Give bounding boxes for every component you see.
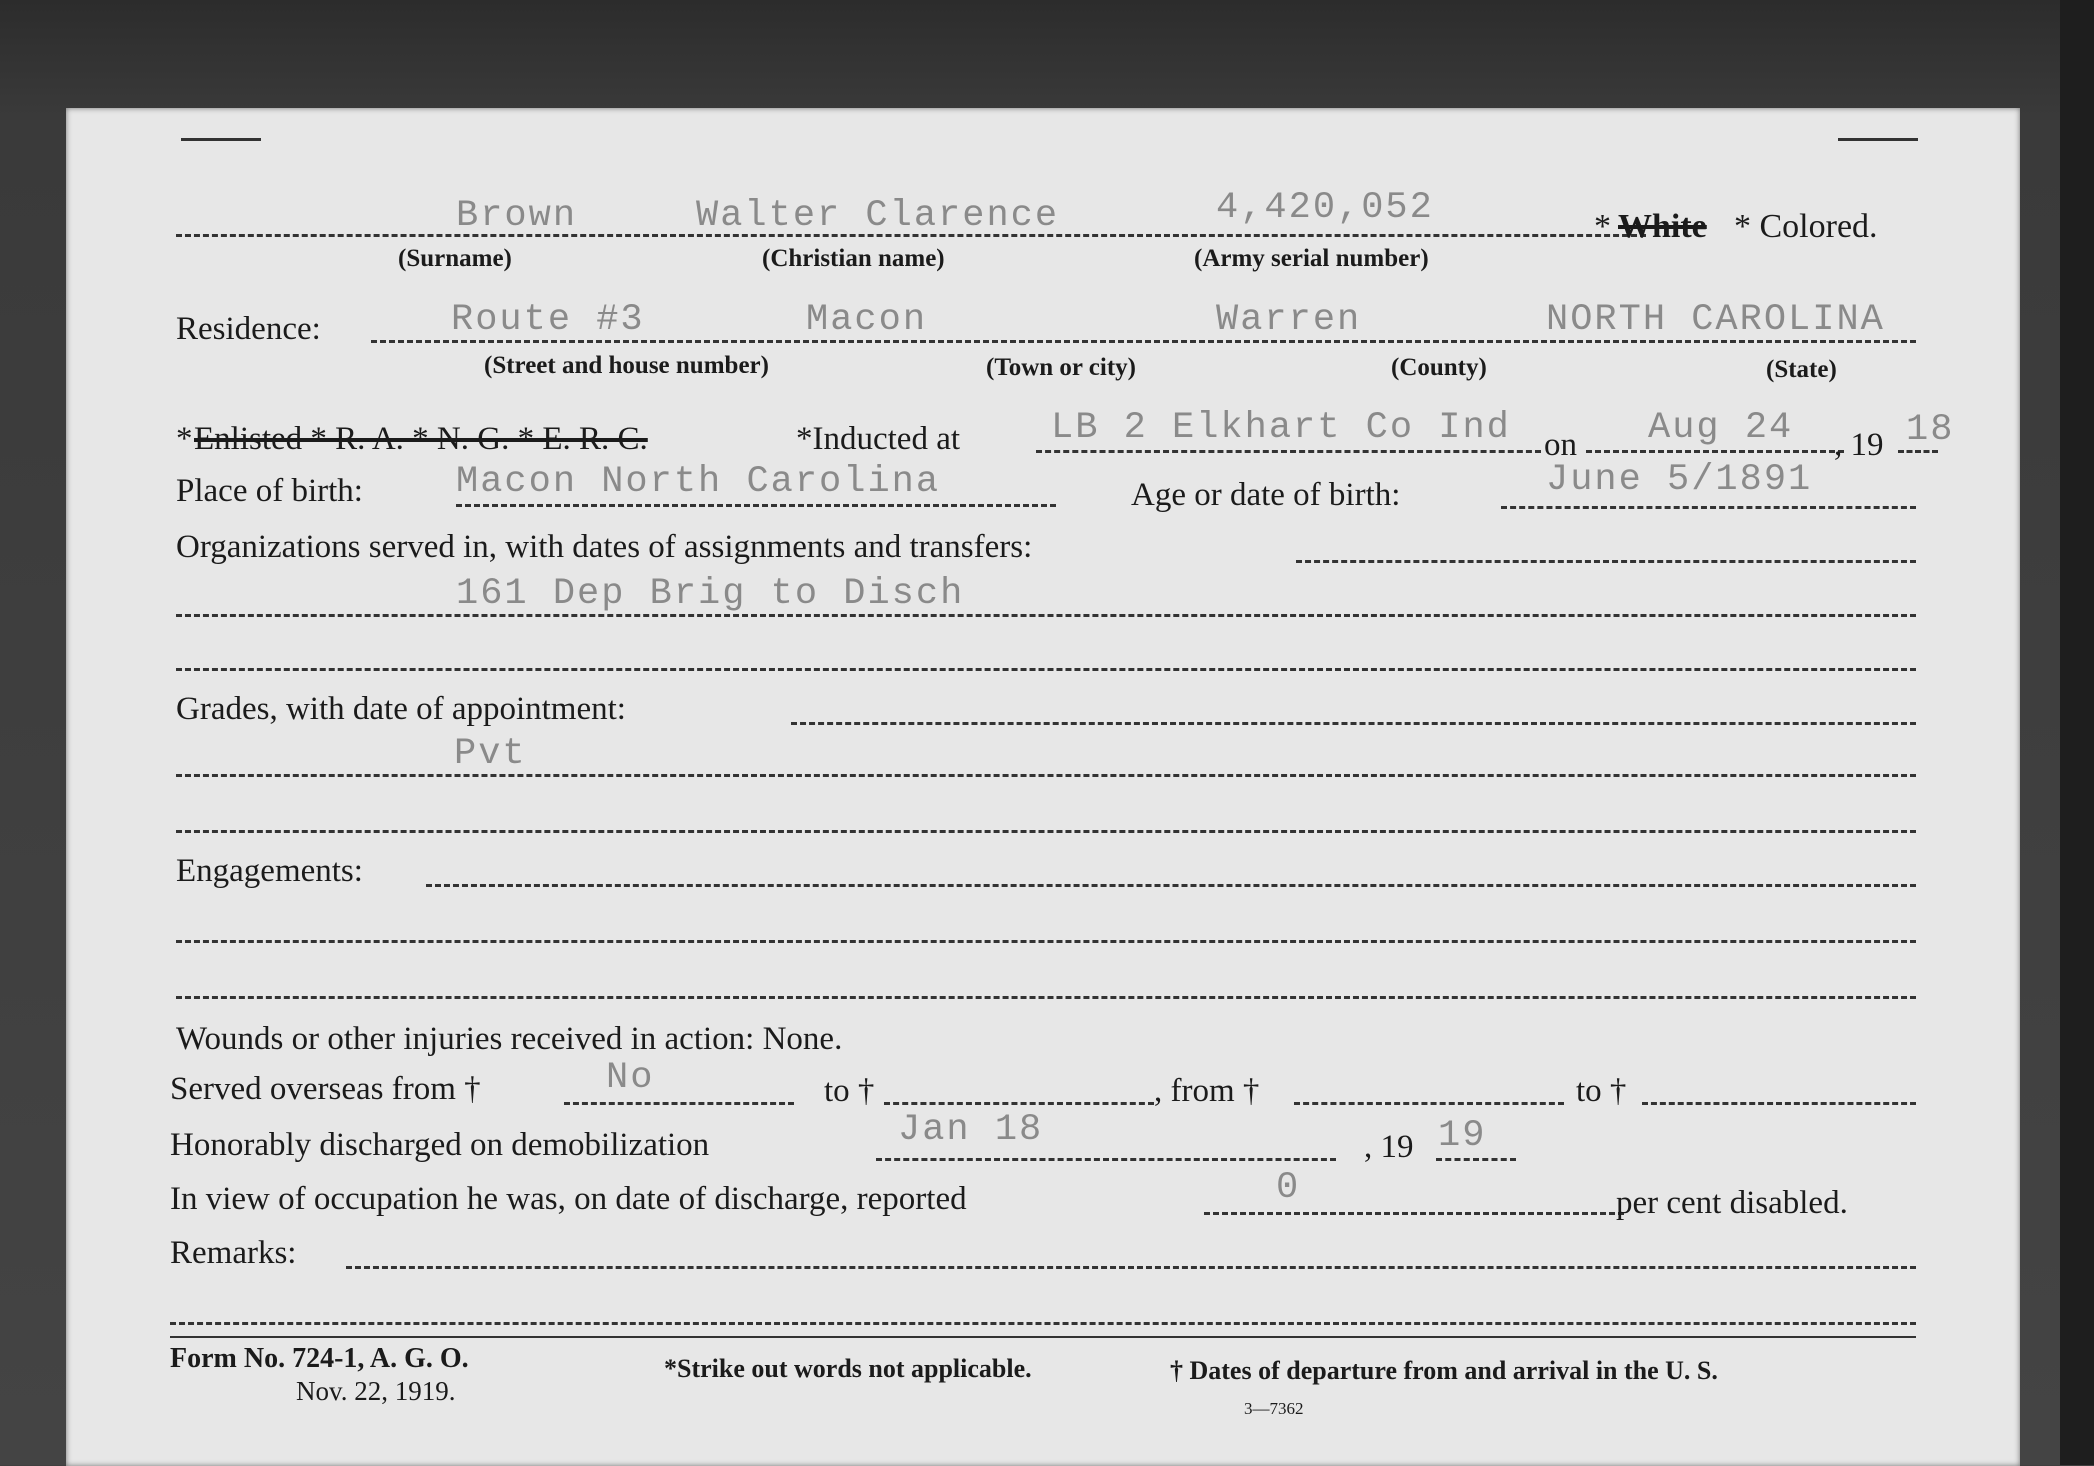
service-record-card — [66, 108, 2020, 1466]
note-strike-out: *Strike out words not applicable. — [664, 1354, 1032, 1383]
remarks-line-2 — [170, 1322, 1916, 1325]
race-star: * — [1594, 208, 1611, 245]
organizations-value: 161 Dep Brig to Disch — [456, 573, 965, 615]
residence-line — [371, 340, 1916, 343]
grades-label: Grades, with date of appointment: — [176, 691, 626, 727]
induction-year-value: 18 — [1906, 409, 1955, 451]
engagements-line-3 — [176, 996, 1916, 999]
grade-value: Pvt — [454, 733, 527, 775]
overseas-to-line — [884, 1102, 1154, 1105]
induction-date-value: Aug 24 — [1648, 407, 1794, 449]
corner-rule-right — [1838, 138, 1918, 141]
race-white-struck: White — [1618, 208, 1707, 245]
overseas-from2-line — [1294, 1102, 1564, 1105]
induction-year-line — [1898, 450, 1938, 453]
form-number: Form No. 724-1, A. G. O. — [170, 1343, 469, 1374]
discharge-label: Honorably discharged on demobilization — [170, 1127, 710, 1163]
name-line — [176, 234, 1646, 237]
caption-town: (Town or city) — [986, 354, 1136, 381]
residence-state-value: NORTH CAROLINA — [1546, 299, 1885, 341]
discharge-date-value: Jan 18 — [898, 1109, 1044, 1151]
induction-date-line — [1586, 450, 1844, 453]
discharge-year-value: 19 — [1438, 1115, 1487, 1157]
caption-street: (Street and house number) — [484, 352, 769, 379]
residence-county-value: Warren — [1216, 299, 1362, 341]
overseas-from-value: No — [606, 1057, 655, 1099]
caption-state: (State) — [1766, 356, 1837, 383]
overseas-from-label: Served overseas from † — [170, 1071, 481, 1107]
form-date: Nov. 22, 1919. — [296, 1376, 456, 1406]
discharge-date-line — [876, 1158, 1336, 1161]
induction-place-value: LB 2 Elkhart Co Ind — [1051, 407, 1511, 449]
discharge-year-prefix: , 19 — [1364, 1129, 1414, 1165]
grades-line-3 — [176, 830, 1916, 833]
residence-street-value: Route #3 — [451, 299, 645, 341]
remarks-line-1 — [346, 1266, 1916, 1269]
inducted-at-label: *Inducted at — [796, 421, 961, 457]
residence-label: Residence: — [176, 311, 321, 347]
print-code: 3—7362 — [1244, 1399, 1304, 1418]
disability-value: 0 — [1276, 1167, 1301, 1209]
engagements-label: Engagements: — [176, 853, 363, 889]
overseas-from-line — [564, 1102, 794, 1105]
organizations-line-2 — [176, 614, 1916, 617]
induction-on-label: on — [1544, 427, 1577, 463]
overseas-from2-label: , from † — [1154, 1073, 1260, 1109]
engagements-line-2 — [176, 940, 1916, 943]
remarks-label: Remarks: — [170, 1235, 297, 1271]
induction-star: * — [176, 421, 193, 457]
caption-county: (County) — [1391, 354, 1487, 381]
christian-name-value: Walter Clarence — [696, 195, 1060, 237]
surname-value: Brown — [456, 195, 578, 237]
age-label: Age or date of birth: — [1131, 477, 1401, 513]
engagements-line-1 — [426, 884, 1916, 887]
organizations-line-1 — [1296, 560, 1916, 563]
grades-line-2 — [176, 774, 1916, 777]
enlistment-types-struck: Enlisted * R. A. * N. G. * E. R. C. — [194, 421, 648, 457]
race-colored: * Colored. — [1734, 208, 1878, 245]
disability-label: In view of occupation he was, on date of discharge, reported — [170, 1181, 967, 1217]
caption-serial-number: (Army serial number) — [1194, 245, 1429, 272]
induction-year-prefix: , 19 — [1834, 427, 1884, 463]
birth-date-value: June 5/1891 — [1546, 459, 1813, 501]
disability-line — [1204, 1212, 1624, 1215]
induction-place-line — [1036, 450, 1541, 453]
footer-rule — [170, 1336, 1916, 1338]
disability-suffix: per cent disabled. — [1616, 1185, 1848, 1221]
corner-rule-left — [181, 138, 261, 141]
organizations-line-3 — [176, 668, 1916, 671]
overseas-to-label: to † — [824, 1073, 875, 1109]
residence-town-value: Macon — [806, 299, 928, 341]
wounds-text: Wounds or other injuries received in action: None. — [176, 1021, 843, 1057]
organizations-label: Organizations served in, with dates of assignments and transfers: — [176, 529, 1033, 565]
place-of-birth-value: Macon North Carolina — [456, 461, 941, 503]
note-dates: † Dates of departure from and arrival in the U. S. — [1170, 1356, 1718, 1385]
overseas-to2-label: to † — [1576, 1073, 1627, 1109]
overseas-to2-line — [1642, 1102, 1916, 1105]
place-of-birth-line — [456, 504, 1056, 507]
scan-border — [2060, 0, 2094, 1465]
caption-surname: (Surname) — [398, 245, 512, 272]
place-of-birth-label: Place of birth: — [176, 473, 363, 509]
grades-line-1 — [791, 722, 1916, 725]
caption-christian-name: (Christian name) — [762, 245, 945, 272]
discharge-year-line — [1436, 1158, 1516, 1161]
birth-date-line — [1501, 506, 1916, 509]
serial-number-value: 4,420,052 — [1216, 187, 1434, 229]
